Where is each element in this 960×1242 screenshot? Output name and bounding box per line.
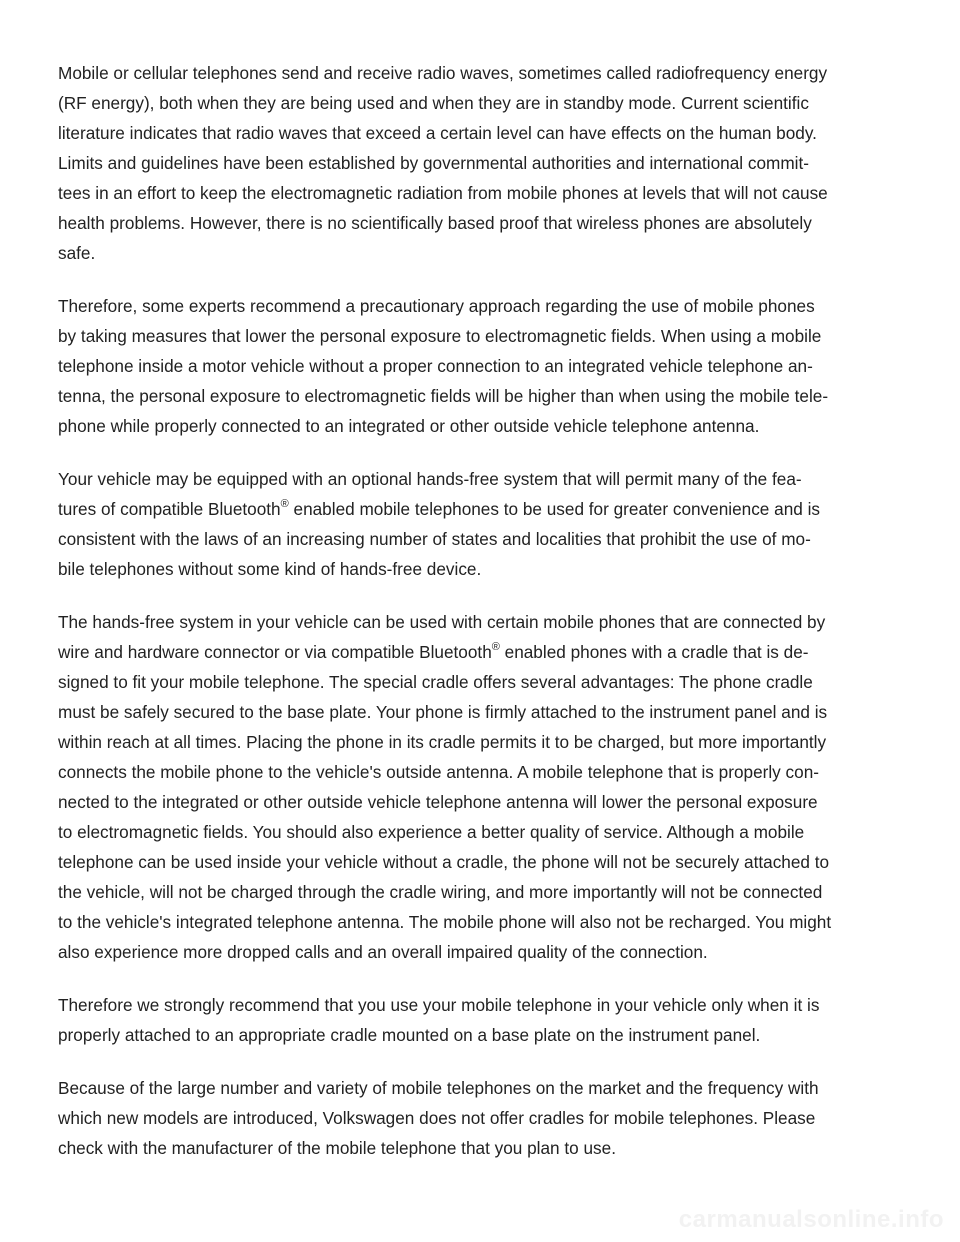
paragraph [58, 464, 908, 584]
text-line: (RF energy), both when they are being used and when they are in standby mode. Current scientific [58, 93, 809, 113]
text-line: safe. [58, 243, 96, 263]
text-line: check with the manufacturer of the mobile telephone that you plan to use. [58, 1138, 616, 1158]
text-line: connects the mobile phone to the vehicle's outside antenna. A mobile telephone that is properly con- [58, 762, 819, 782]
paragraph [58, 58, 908, 268]
text-segment: tures of compatible Bluetooth [58, 499, 281, 519]
text-line: Your vehicle may be equipped with an optional hands-free system that will permit many of the fea- [58, 469, 802, 489]
text-line: properly attached to an appropriate cradle mounted on a base plate on the instrument panel. [58, 1025, 761, 1045]
text-line: also experience more dropped calls and an overall impaired quality of the connection. [58, 942, 708, 962]
text-line: nected to the integrated or other outside vehicle telephone antenna will lower the personal exposure [58, 792, 818, 812]
paragraph [58, 607, 908, 967]
text-line: Therefore we strongly recommend that you use your mobile telephone in your vehicle only when it is [58, 995, 820, 1015]
text-line: within reach at all times. Placing the phone in its cradle permits it to be charged, but more importantly [58, 732, 827, 752]
paragraph [58, 990, 908, 1050]
text-line: health problems. However, there is no scientifically based proof that wireless phones are absolutely [58, 213, 812, 233]
text-line: tees in an effort to keep the electromagnetic radiation from mobile phones at levels that will not cause [58, 183, 828, 203]
text-line: Mobile or cellular telephones send and receive radio waves, sometimes called radiofrequency energy [58, 63, 828, 83]
registered-mark: ® [491, 641, 500, 654]
registered-mark: ® [280, 498, 289, 511]
text-line: to electromagnetic fields. You should also experience a better quality of service. Although a mobile [58, 822, 805, 842]
text-line [58, 494, 908, 524]
text-line: signed to fit your mobile telephone. The special cradle offers several advantages: The phone cradle [58, 672, 813, 692]
text-line: bile telephones without some kind of hands-free device. [58, 559, 482, 579]
text-line: tenna, the personal exposure to electromagnetic fields will be higher than when using the mobile tele- [58, 386, 829, 406]
text-line: consistent with the laws of an increasing number of states and localities that prohibit the use of mo- [58, 529, 811, 549]
text-segment: wire and hardware connector or via compatible Bluetooth [58, 642, 492, 662]
text-line: telephone inside a motor vehicle without a proper connection to an integrated vehicle telephone an- [58, 356, 813, 376]
text-line: to the vehicle's integrated telephone antenna. The mobile phone will also not be recharged. You might [58, 912, 832, 932]
text-line: The hands-free system in your vehicle can be used with certain mobile phones that are connected by [58, 612, 826, 632]
document-body [58, 58, 908, 1186]
text-segment: enabled mobile telephones to be used for greater convenience and is [288, 499, 821, 519]
text-line: Therefore, some experts recommend a precautionary approach regarding the use of mobile phones [58, 296, 815, 316]
text-line: literature indicates that radio waves that exceed a certain level can have effects on the human body. [58, 123, 817, 143]
text-line: by taking measures that lower the personal exposure to electromagnetic fields. When using a mobile [58, 326, 822, 346]
text-line: which new models are introduced, Volkswagen does not offer cradles for mobile telephones. Please [58, 1108, 816, 1128]
text-line: phone while properly connected to an integrated or other outside vehicle telephone antenna. [58, 416, 760, 436]
text-segment: enabled phones with a cradle that is de- [499, 642, 809, 662]
watermark: carmanualsonline.info [678, 1206, 944, 1233]
text-line: must be safely secured to the base plate. Your phone is firmly attached to the instrument panel and is [58, 702, 828, 722]
text-line: Because of the large number and variety of mobile telephones on the market and the frequency with [58, 1078, 819, 1098]
text-line: the vehicle, will not be charged through the cradle wiring, and more importantly will not be connected [58, 882, 823, 902]
text-line: Limits and guidelines have been established by governmental authorities and international commit- [58, 153, 809, 173]
text-line: telephone can be used inside your vehicle without a cradle, the phone will not be securely attached to [58, 852, 830, 872]
text-line [58, 637, 908, 667]
paragraph [58, 1073, 908, 1163]
paragraph [58, 291, 908, 441]
